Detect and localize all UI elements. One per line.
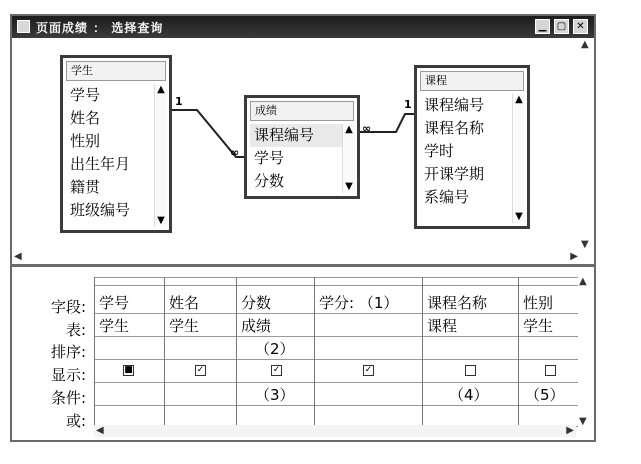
- show-checkbox[interactable]: ✓: [364, 365, 373, 375]
- course-table[interactable]: [414, 65, 530, 229]
- join-one-label: 1: [175, 95, 183, 108]
- course-field-list: [420, 94, 512, 223]
- field-item[interactable]: 学号: [70, 86, 101, 104]
- grid-table-cell[interactable]: 学生: [169, 317, 200, 335]
- scroll-down-icon[interactable]: ▼: [345, 181, 353, 192]
- row-label-field: 字段:: [50, 298, 86, 316]
- grid-field-cell[interactable]: 学分: （1）: [319, 294, 399, 312]
- show-checkbox[interactable]: ✓: [196, 365, 205, 375]
- student-table[interactable]: [60, 55, 172, 233]
- field-item[interactable]: 课程名称: [424, 119, 485, 137]
- join-many-label: ∞: [230, 146, 240, 159]
- design-grid-pane: [12, 267, 594, 440]
- field-item[interactable]: 学号: [254, 149, 285, 167]
- join-one-label: 1: [404, 98, 412, 111]
- field-item[interactable]: 性别: [70, 132, 101, 150]
- close-button[interactable]: ✕: [573, 19, 588, 34]
- grid-criteria-cell[interactable]: （4）: [449, 386, 489, 404]
- scroll-left-icon[interactable]: ◀: [96, 425, 104, 436]
- scroll-down-icon[interactable]: ▼: [515, 211, 523, 222]
- window-title: 页面成绩 ： 选择查询: [36, 21, 164, 35]
- scroll-left-icon[interactable]: ◀: [14, 251, 22, 262]
- show-checkbox[interactable]: ✓: [272, 365, 281, 375]
- field-item[interactable]: 开课学期: [424, 165, 485, 183]
- show-checkbox[interactable]: [465, 365, 476, 376]
- field-item[interactable]: 出生年月: [70, 155, 131, 173]
- course-table-title[interactable]: 课程: [420, 71, 524, 91]
- maximize-button[interactable]: ▢: [554, 19, 569, 34]
- grid-table-cell[interactable]: 成绩: [241, 317, 272, 335]
- field-item[interactable]: 姓名: [70, 109, 101, 127]
- course-scrollbar[interactable]: [512, 94, 525, 223]
- table-pane-hscroll[interactable]: [14, 251, 578, 263]
- grid-criteria-cell[interactable]: （3）: [255, 386, 295, 404]
- student-field-list: [66, 84, 154, 227]
- score-scrollbar[interactable]: [342, 124, 355, 193]
- field-item[interactable]: 课程编号: [250, 124, 342, 147]
- grid-field-cell[interactable]: 分数: [241, 294, 272, 312]
- query-design-window: [10, 14, 596, 442]
- show-checkbox[interactable]: [545, 365, 556, 376]
- student-table-title[interactable]: 学生: [66, 61, 166, 81]
- field-item[interactable]: 系编号: [424, 188, 470, 206]
- grid-field-cell[interactable]: 性别: [523, 294, 554, 312]
- field-item[interactable]: 学时: [424, 142, 455, 160]
- grid-column[interactable]: [94, 277, 164, 427]
- grid-table-cell[interactable]: 学生: [523, 317, 554, 335]
- scroll-up-icon[interactable]: ▲: [579, 276, 587, 287]
- scroll-right-icon[interactable]: ▶: [566, 425, 574, 436]
- score-field-list: [250, 124, 342, 193]
- row-label-table: 表:: [65, 321, 86, 339]
- grid-column[interactable]: [314, 277, 422, 427]
- minimize-button[interactable]: ▁: [535, 19, 550, 34]
- row-label-criteria: 条件:: [50, 389, 86, 407]
- table-pane: [12, 38, 594, 264]
- grid-hscroll[interactable]: [94, 425, 576, 437]
- scroll-up-icon[interactable]: ▲: [515, 94, 523, 105]
- row-label-sort: 排序:: [50, 343, 86, 361]
- score-table[interactable]: [244, 95, 360, 199]
- grid-column[interactable]: [518, 277, 578, 427]
- field-item[interactable]: 班级编号: [70, 201, 131, 219]
- query-design-grid: [94, 277, 578, 427]
- field-item[interactable]: 籍贯: [70, 178, 101, 196]
- grid-field-cell[interactable]: 课程名称: [427, 294, 488, 312]
- field-item[interactable]: 分数: [254, 172, 285, 190]
- grid-column[interactable]: [164, 277, 236, 427]
- grid-table-cell[interactable]: 学生: [99, 317, 130, 335]
- scroll-up-icon[interactable]: ▲: [157, 84, 165, 95]
- grid-column[interactable]: [236, 277, 314, 427]
- title-bar[interactable]: [12, 16, 594, 38]
- grid-column[interactable]: [422, 277, 518, 427]
- row-label-show: 显示:: [50, 366, 86, 384]
- show-checkbox[interactable]: ■: [124, 365, 133, 375]
- scroll-right-icon[interactable]: ▶: [570, 251, 578, 262]
- grid-sort-cell[interactable]: （2）: [255, 340, 295, 358]
- score-table-title[interactable]: 成绩: [250, 101, 354, 121]
- grid-field-cell[interactable]: 学号: [99, 294, 130, 312]
- field-item[interactable]: 课程编号: [424, 96, 485, 114]
- row-label-or: 或:: [65, 412, 86, 430]
- scroll-up-icon[interactable]: ▲: [345, 124, 353, 135]
- grid-vscroll[interactable]: [578, 277, 590, 427]
- scroll-up-icon[interactable]: ▲: [581, 39, 589, 50]
- grid-field-cell[interactable]: 姓名: [169, 294, 200, 312]
- join-many-label: ∞: [362, 122, 372, 135]
- scroll-down-icon[interactable]: ▼: [157, 215, 165, 226]
- scroll-down-icon[interactable]: ▼: [579, 416, 587, 427]
- scroll-down-icon[interactable]: ▼: [581, 239, 589, 250]
- grid-table-cell[interactable]: 课程: [427, 317, 458, 335]
- query-icon: [17, 20, 30, 33]
- student-scrollbar[interactable]: [154, 84, 167, 227]
- table-pane-vscroll[interactable]: [580, 40, 592, 250]
- grid-criteria-cell[interactable]: （5）: [525, 386, 565, 404]
